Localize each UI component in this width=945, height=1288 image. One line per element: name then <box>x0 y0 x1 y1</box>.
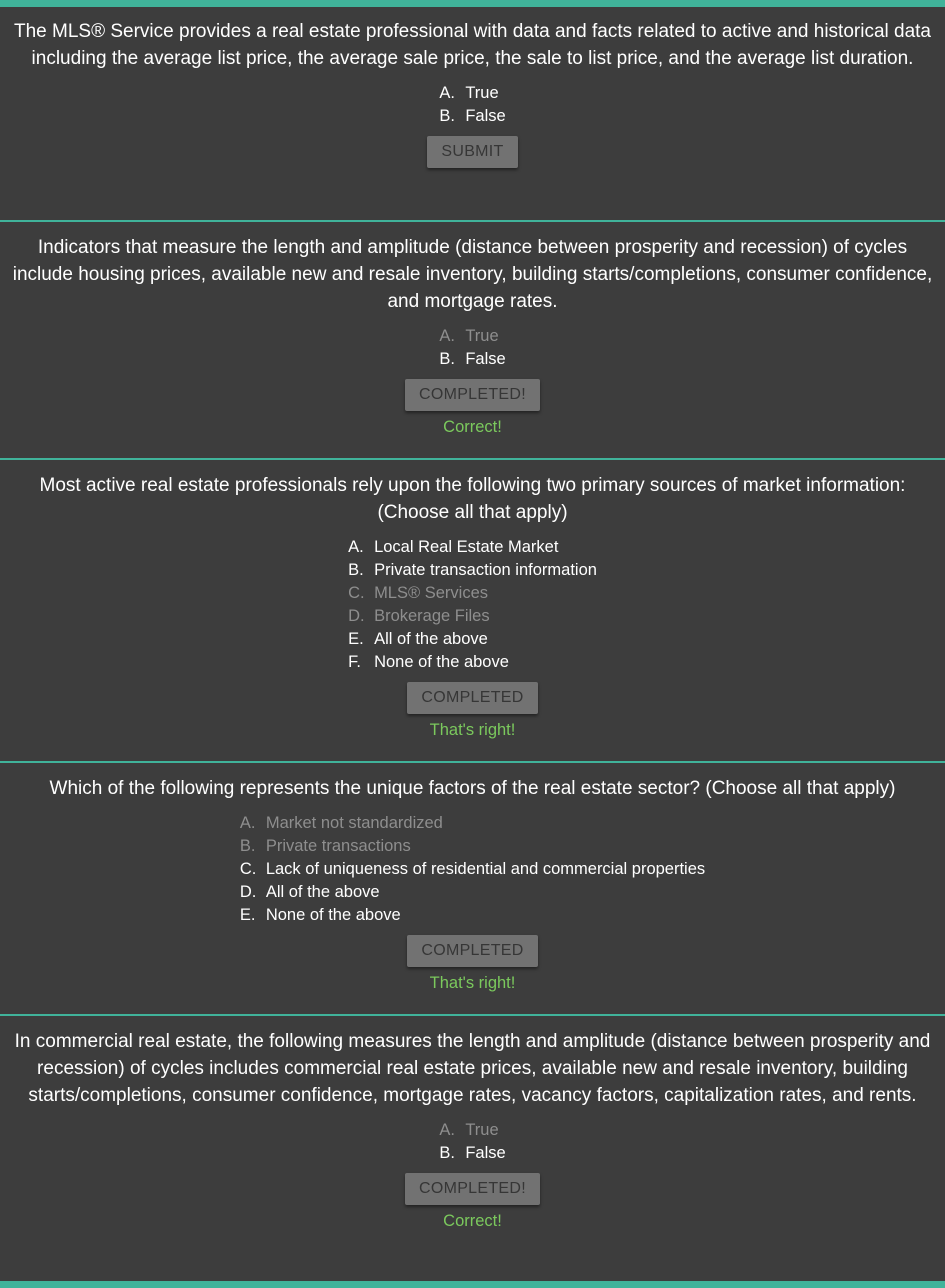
option-list <box>439 1119 505 1165</box>
option-a: A. True <box>439 1121 499 1139</box>
option-b: B. False <box>439 1144 506 1162</box>
option-b: B. Private transactions <box>239 837 411 855</box>
option-a[interactable]: A. True <box>439 84 499 102</box>
option-f: F. None of the above <box>348 653 509 671</box>
divider <box>0 458 945 460</box>
option-a: A. True <box>439 327 499 345</box>
question-text: Which of the following represents the unique factors of the real estate sector? (Choose all that apply) <box>49 778 896 799</box>
question-text: Indicators that measure the length and amplitude (distance between prosperity and recession) of cycles include housing prices, available new and resale inventory, building starts/completions, consumer confidence, and mortgage rates. <box>12 237 933 312</box>
question-4 <box>0 775 945 993</box>
option-b[interactable]: B. False <box>439 107 506 125</box>
option-list <box>348 536 597 674</box>
option-d: D. Brokerage Files <box>348 607 490 625</box>
submit-button[interactable]: SUBMIT <box>427 136 517 168</box>
option-e: E. None of the above <box>239 906 401 924</box>
option-a: A. Local Real Estate Market <box>348 538 559 556</box>
option-e: E. All of the above <box>348 630 488 648</box>
divider <box>0 761 945 763</box>
option-list <box>240 812 705 927</box>
divider <box>0 1014 945 1016</box>
question-text: The MLS® Service provides a real estate professional with data and facts related to active and historical data including the average list price, the average sale price, the sale to list price, and the average list duration. <box>14 21 931 69</box>
question-text: Most active real estate professionals rely upon the following two primary sources of market information: (Choose all that apply) <box>39 475 906 523</box>
completed-button: COMPLETED <box>407 935 537 967</box>
completed-button: COMPLETED! <box>405 379 540 411</box>
completed-button: COMPLETED! <box>405 1173 540 1205</box>
feedback-message: Correct! <box>443 1212 502 1230</box>
divider <box>0 220 945 222</box>
option-c: C. MLS® Services <box>348 584 488 602</box>
option-d: D. All of the above <box>239 883 380 901</box>
option-c: C. Lack of uniqueness of residential and commercial properties <box>239 860 706 878</box>
option-list <box>439 325 505 371</box>
option-a: A. Market not standardized <box>239 814 443 832</box>
completed-button: COMPLETED <box>407 682 537 714</box>
option-b: B. False <box>439 350 506 368</box>
option-list <box>439 82 505 128</box>
question-text: In commercial real estate, the following measures the length and amplitude (distance between prosperity and recession) of cycles includes commercial real estate prices, available new and resale inventory, building starts/completions, consumer confidence, mortgage rates, vacancy factors, capitalization rates, and rents. <box>14 1031 931 1106</box>
question-2 <box>0 234 945 437</box>
feedback-message: Correct! <box>443 418 502 436</box>
feedback-message: That's right! <box>429 721 516 739</box>
question-5 <box>0 1028 945 1231</box>
feedback-message: That's right! <box>429 974 516 992</box>
question-3 <box>0 472 945 740</box>
question-1 <box>0 18 945 168</box>
option-b: B. Private transaction information <box>348 561 597 579</box>
